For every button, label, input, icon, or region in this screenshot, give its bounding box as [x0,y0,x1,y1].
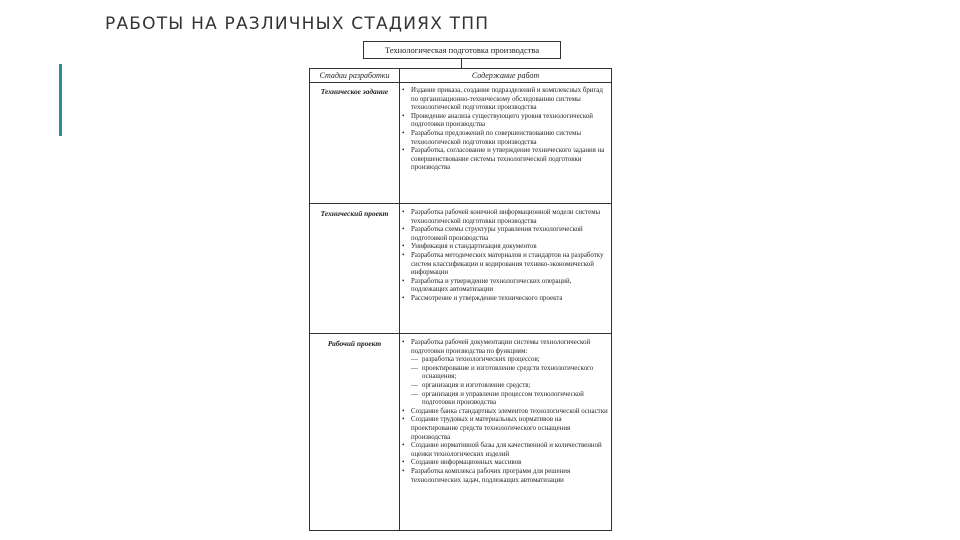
accent-bar [59,64,62,136]
list-item: • Разработка схемы структуры управления технологической подготовкой производства [402,226,610,243]
row-divider [310,333,611,334]
stage-technical-task: Техническое задание [320,87,389,96]
content-working-project [402,339,610,485]
connector-line [461,59,462,68]
top-box-title: Технологическая подготовка производства [363,41,561,59]
list-item: • Разработка методических материалов и стандартов на разработку систем классификации и кодирования технико-экономической информации [402,252,610,278]
list-item: — организация и изготовление средств; [402,382,610,391]
list-item: • Разработка предложений по совершенствованию системы технологической подготовки производства [402,130,610,147]
column-divider [399,69,400,530]
stage-working-project: Рабочий проект [327,339,382,348]
list-item: — проектирование и изготовление средств технологического оснащения; [402,365,610,382]
list-item: • Разработка комплекса рабочих программ для решения технологических задач, подлежащих автоматизации [402,468,610,485]
document-table [309,68,612,531]
content-technical-task [402,87,610,173]
list-item: • Разработка рабочей документации системы технологической подготовки производства по функциям: [402,339,610,356]
header-stage: Стадии разработки [319,71,390,80]
list-item: • Разработка, согласование и утверждение технического задания на совершенствование системы технологической подготовки производства [402,147,610,173]
header-divider [310,82,611,83]
slide-title: РАБОТЫ НА РАЗЛИЧНЫХ СТАДИЯХ ТПП [105,14,490,34]
list-item: • Создание информационных массивов [402,459,610,468]
list-item: — организация и управление процессом технологической подготовки производства [402,391,610,408]
list-item: • Проведение анализа существующего уровня технологической подготовки производства [402,113,610,130]
header-content: Содержание работ [471,71,540,80]
list-item: • Издание приказа, создание подразделений и комплексных бригад по организационно-техническому обследованию системы технологической подготовки производства [402,87,610,113]
list-item: • Создание трудовых и материальных нормативов на проектирование средств технологического оснащения производства [402,416,610,442]
list-item: • Рассмотрение и утверждение технического проекта [402,295,610,304]
list-item: • Унификация и стандартизация документов [402,243,610,252]
list-item: • Разработка и утверждение технологических операций, подлежащих автоматизации [402,278,610,295]
list-item: • Разработка рабочей конечной информационной модели системы технологической подготовки производства [402,209,610,226]
list-item: • Создание банка стандартных элементов технологической оснастки [402,408,610,417]
list-item: — разработка технологических процессов; [402,356,610,365]
row-divider [310,203,611,204]
list-item: • Создание нормативной базы для качественной и количественной оценки технологических изделий [402,442,610,459]
content-technical-project [402,209,610,304]
stage-technical-project: Технический проект [320,209,389,218]
